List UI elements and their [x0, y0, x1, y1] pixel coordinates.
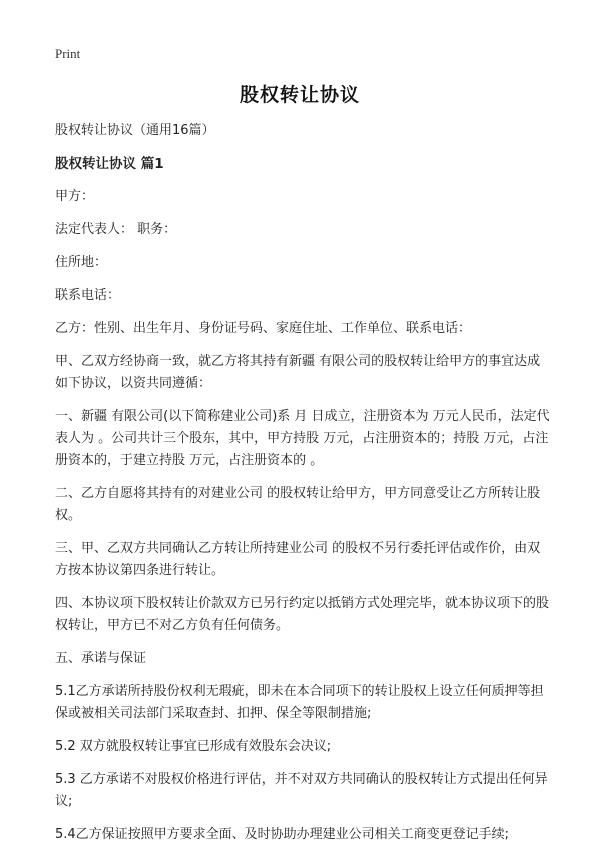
- paragraph-clause-5-1: 5.1乙方承诺所持股份权利无瑕疵，即未在本合同项下的转让股权上设立任何质押等担保或被相关司法部门采取查封、扣押、保全等限制措施;: [55, 684, 544, 721]
- party-a-field: 甲方：: [55, 189, 95, 204]
- paragraph-clause-5-4: 5.4乙方保证按照甲方要求全面、及时协助办理建业公司相关工商变更登记手续;: [55, 827, 510, 842]
- document-title: 股权转让协议: [239, 84, 360, 106]
- paragraph-clause-1: 一、新疆 有限公司(以下简称建业公司)系 月 日成立，注册资本为 万元人民币，法定代表人为 。公司共计三个股东，其中，甲方持股 万元，占注册资本的；持股 万元，占注册资本的，于建立持股 万元，占注册资本的 。: [55, 409, 550, 468]
- print-link[interactable]: Print: [55, 46, 81, 61]
- section-heading: 股权转让协议 篇1: [55, 156, 164, 172]
- paragraph-clause-5-2: 5.2 双方就股权转让事宜已形成有效股东会决议;: [55, 739, 332, 754]
- paragraph-intro: 甲、乙双方经协商一致，就乙方将其持有新疆 有限公司的股权转让给甲方的事宜达成如下协议，以资共同遵循：: [55, 354, 541, 391]
- paragraph-clause-5-3: 5.3 乙方承诺不对股权价格进行评估，并不对双方共同确认的股权转让方式提出任何异议;: [55, 772, 548, 809]
- paragraph-clause-4: 四、本协议项下股权转让价款双方已另行约定以抵销方式处理完毕，就本协议项下的股权转让，甲方已不对乙方负有任何债务。: [55, 596, 550, 633]
- paragraph-clause-5-heading: 五、承诺与保证: [55, 651, 147, 666]
- address-field: 住所地：: [55, 255, 108, 270]
- document-subtitle: 股权转让协议（通用16篇）: [55, 123, 215, 138]
- phone-field: 联系电话：: [55, 288, 121, 303]
- paragraph-clause-3: 三、甲、乙双方共同确认乙方转让所持建业公司 的股权不另行委托评估或作价，由双方按本协议第四条进行转让。: [55, 541, 541, 578]
- legal-representative-field: 法定代表人： 职务：: [55, 222, 177, 237]
- paragraph-party-b: 乙方：性别、出生年月、身份证号码、家庭住址、工作单位、联系电话：: [55, 321, 472, 336]
- paragraph-clause-2: 二、乙方自愿将其持有的对建业公司 的股权转让给甲方，甲方同意受让乙方所转让股权。: [55, 486, 541, 523]
- document-body: [55, 120, 551, 857]
